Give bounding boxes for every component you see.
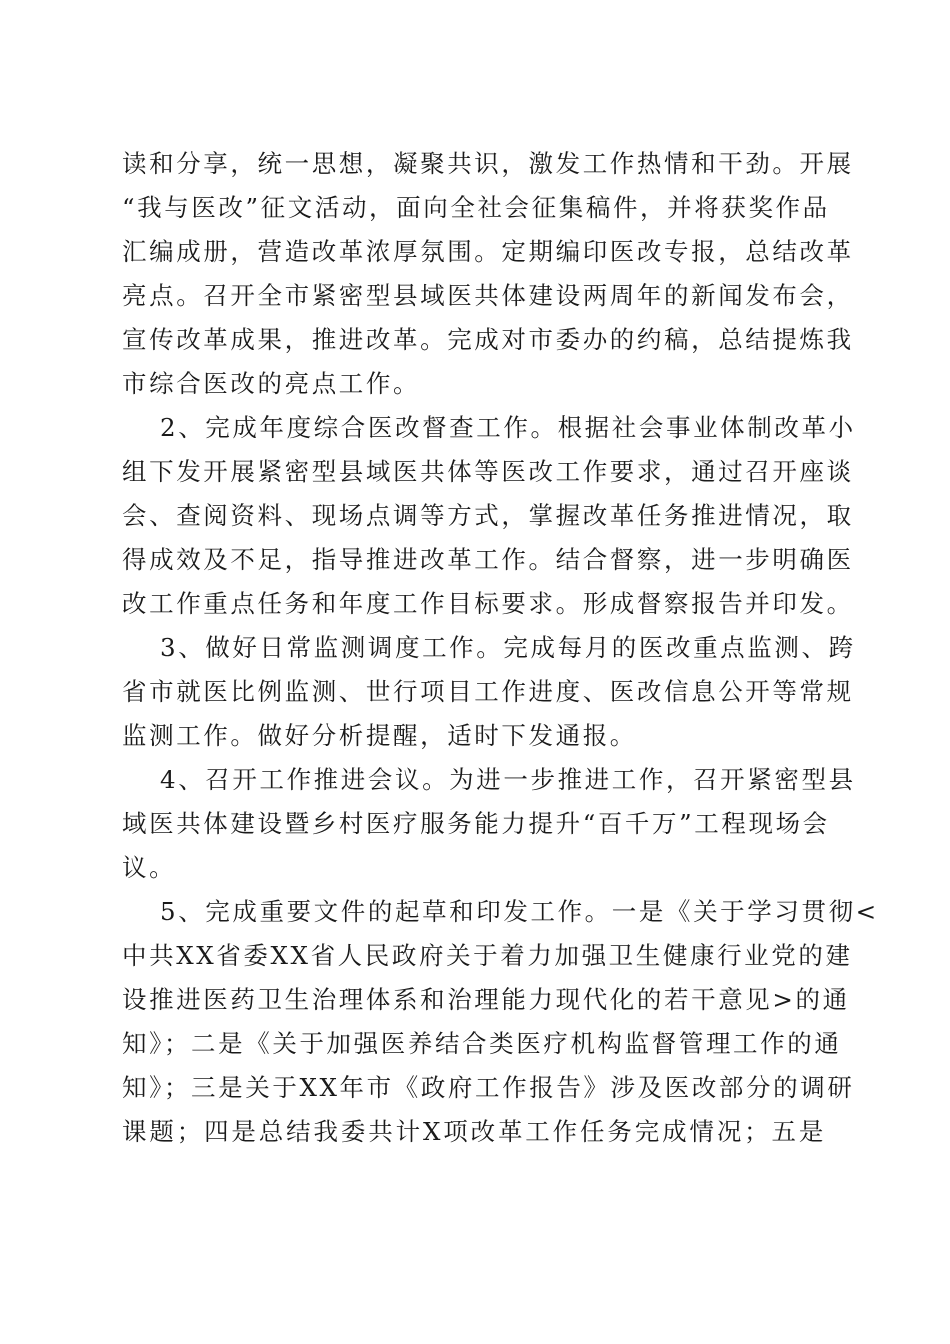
text-line: 省市就医比例监测、世行项目工作进度、医改信息公开等常规 [122, 677, 854, 706]
text-line: 域医共体建设暨乡村医疗服务能力提升“百千万”工程现场会 [122, 809, 830, 838]
text-line: 5、完成重要文件的起草和印发工作。一是《关于学习贯彻< [160, 897, 879, 926]
paragraph-3 [122, 626, 856, 758]
text-line: 设推进医药卫生治理体系和治理能力现代化的若干意见>的通 [122, 985, 850, 1014]
text-line: 读和分享，统一思想，凝聚共识，激发工作热情和干劲。开展 [122, 149, 854, 178]
text-line: 4、召开工作推进会议。为进一步推进工作，召开紧密型县 [160, 765, 856, 794]
text-line: 监测工作。做好分析提醒，适时下发通报。 [122, 721, 637, 750]
text-line: 市综合医改的亮点工作。 [122, 369, 421, 398]
paragraph-5 [122, 890, 879, 1154]
text-line: 知》；三是关于XX年市《政府工作报告》涉及医改部分的调研 [122, 1073, 855, 1102]
text-line: 得成效及不足，指导推进改革工作。结合督察，进一步明确医 [122, 545, 854, 574]
text-line: “我与医改”征文活动，面向全社会征集稿件，并将获奖作品 [122, 193, 830, 222]
text-line: 会、查阅资料、现场点调等方式，掌握改革任务推进情况，取 [122, 501, 854, 530]
document-body [122, 142, 879, 1154]
text-line: 课题；四是总结我委共计X项改革工作任务完成情况；五是 [122, 1117, 826, 1146]
text-line: 知》；二是《关于加强医养结合类医疗机构监督管理工作的通 [122, 1029, 842, 1058]
text-line: 议。 [122, 853, 177, 882]
text-line: 改工作重点任务和年度工作目标要求。形成督察报告并印发。 [122, 589, 854, 618]
text-line: 宣传改革成果，推进改革。完成对市委办的约稿，总结提炼我 [122, 325, 854, 354]
paragraph-1 [122, 142, 854, 406]
text-line: 中共XX省委XX省人民政府关于着力加强卫生健康行业党的建 [122, 941, 853, 970]
text-line: 亮点。召开全市紧密型县域医共体建设两周年的新闻发布会， [122, 281, 854, 310]
paragraph-2 [122, 406, 856, 626]
text-line: 3、做好日常监测调度工作。完成每月的医改重点监测、跨 [160, 633, 856, 662]
paragraph-4 [122, 758, 856, 890]
text-line: 2、完成年度综合医改督查工作。根据社会事业体制改革小 [160, 413, 856, 442]
text-line: 组下发开展紧密型县域医共体等医改工作要求，通过召开座谈 [122, 457, 854, 486]
text-line: 汇编成册，营造改革浓厚氛围。定期编印医改专报，总结改革 [122, 237, 854, 266]
